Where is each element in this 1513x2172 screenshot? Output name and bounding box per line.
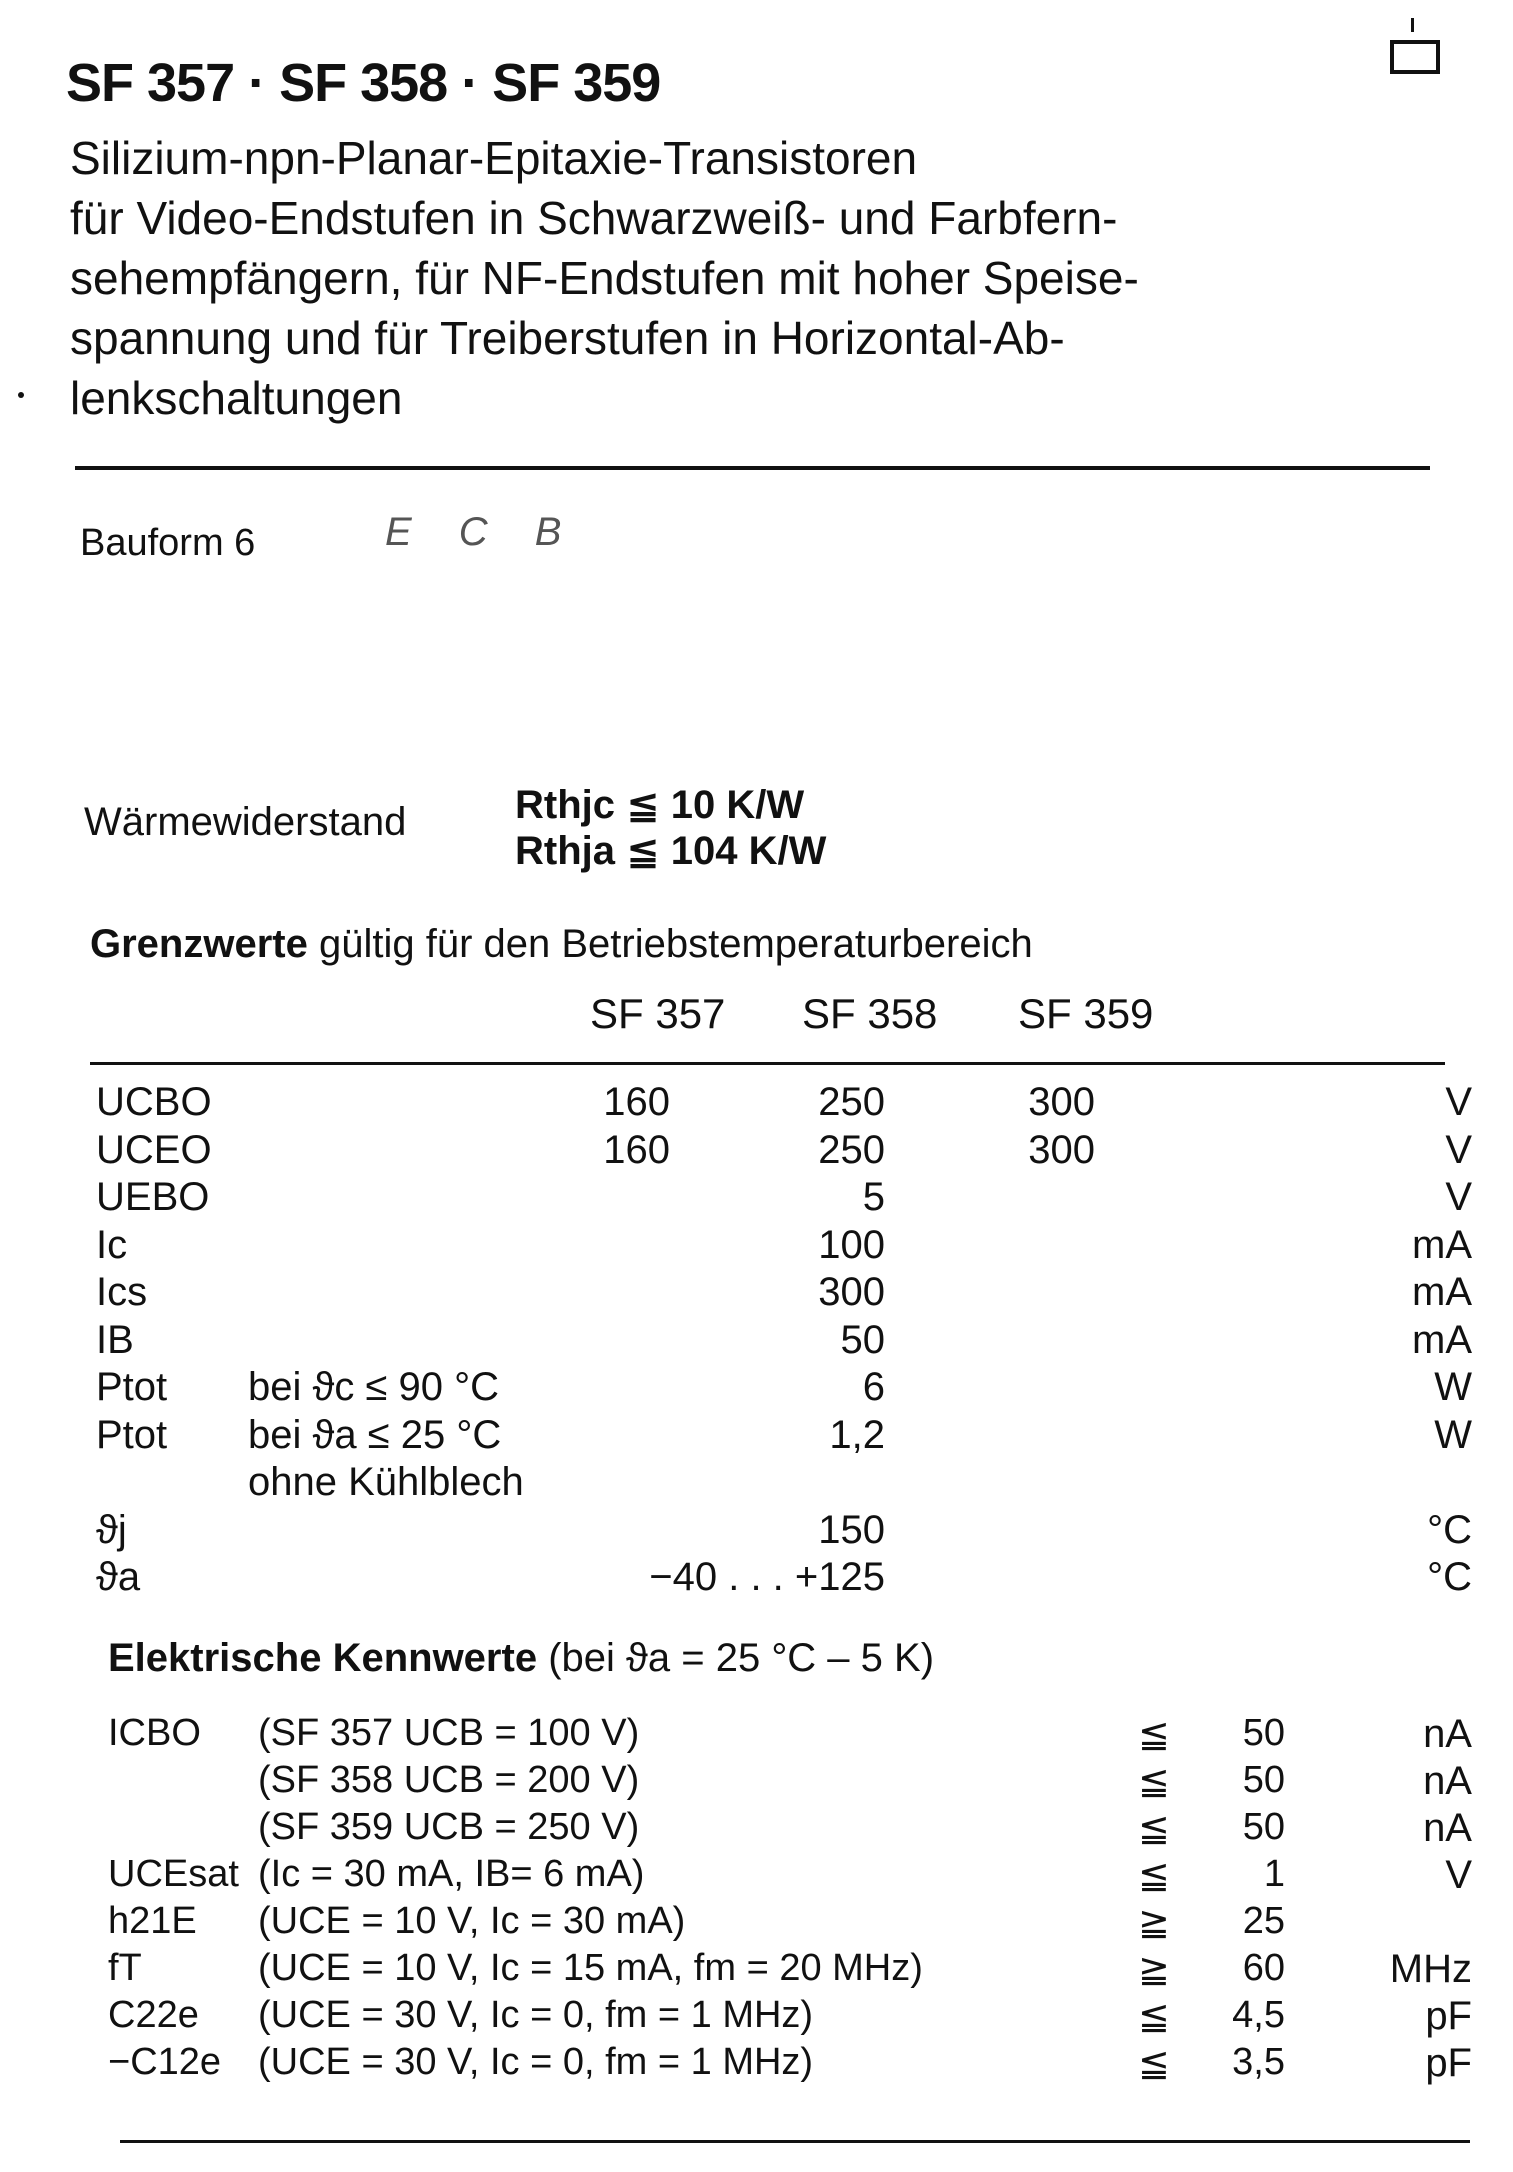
limit-value-sf358: 250	[818, 1127, 885, 1172]
thermal-rthjc: Rthjc ≦ 10 K/W	[515, 783, 805, 827]
limits-heading	[90, 922, 1033, 967]
limit-symbol: UCEO	[96, 1127, 212, 1172]
column-header-sf359: SF 359	[1018, 990, 1154, 1037]
characteristic-value: 3,5	[1232, 2041, 1285, 2083]
limit-value-sf358: 100	[818, 1222, 885, 1267]
characteristic-condition: (UCE = 10 V, Ic = 15 mA, fm = 20 MHz)	[258, 1947, 923, 1989]
limits-heading-rest: gültig für den Betriebstemperaturbereich	[318, 922, 1033, 966]
limit-condition: bei ϑc ≤ 90 °C	[248, 1365, 500, 1409]
limit-symbol: Ptot	[96, 1412, 168, 1457]
characteristic-relation: ≧	[1138, 1949, 1170, 1991]
limit-unit: mA	[1412, 1222, 1472, 1267]
characteristic-condition: (UCE = 30 V, Ic = 0, fm = 1 MHz)	[258, 2041, 814, 2083]
limit-symbol: Ptot	[96, 1365, 168, 1409]
limit-unit: V	[1445, 1080, 1472, 1124]
page-title: SF 357 · SF 358 · SF 359	[66, 53, 661, 113]
limits-heading-bold: Grenzwerte	[90, 922, 308, 966]
limit-unit: W	[1434, 1412, 1472, 1457]
package-label: Bauform 6	[80, 522, 256, 564]
limits-divider	[90, 1062, 1445, 1065]
limit-value-sf358: 5	[862, 1175, 885, 1219]
characteristic-relation: ≦	[1138, 1714, 1170, 1756]
characteristic-unit: V	[1445, 1853, 1472, 1897]
limit-unit: °C	[1427, 1507, 1472, 1552]
characteristic-value: 1	[1263, 1853, 1285, 1895]
column-header-sf357: SF 357	[590, 990, 726, 1037]
title-divider	[75, 466, 1430, 470]
limit-value-sf358: 150	[818, 1507, 885, 1552]
limit-value-sf358: 300	[818, 1270, 885, 1314]
thermal-rthja: Rthja ≦ 104 K/W	[515, 829, 827, 873]
characteristic-symbol: C22e	[108, 1994, 199, 2036]
characteristics-heading-rest: (bei ϑa = 25 °C – 5 K)	[548, 1636, 935, 1680]
characteristic-condition: (SF 359 UCB = 250 V)	[258, 1806, 640, 1848]
limit-unit: mA	[1412, 1317, 1472, 1362]
limit-value-sf357: 160	[603, 1080, 670, 1124]
limit-unit: V	[1445, 1127, 1472, 1172]
limit-symbol: ϑa	[96, 1555, 141, 1599]
characteristics-heading	[108, 1636, 934, 1681]
limit-condition: bei ϑa ≤ 25 °C	[248, 1412, 502, 1457]
limit-symbol: IB	[96, 1317, 134, 1362]
limit-symbol: UCBO	[96, 1080, 212, 1124]
thermal-resistance-label: Wärmewiderstand	[84, 800, 407, 844]
characteristic-value: 4,5	[1232, 1994, 1285, 2036]
characteristics-heading-bold: Elektrische Kennwerte	[108, 1636, 538, 1680]
characteristic-unit: nA	[1423, 1806, 1472, 1850]
characteristic-condition: (UCE = 10 V, Ic = 30 mA)	[258, 1900, 686, 1942]
limit-value-sf357: 160	[603, 1127, 670, 1172]
limit-value-sf358: 50	[840, 1317, 885, 1362]
description-line-4: spannung und für Treiberstufen in Horizontal-Ab-	[70, 312, 1065, 364]
pin-note: E C B	[385, 510, 580, 554]
characteristic-condition: (SF 357 UCB = 100 V)	[258, 1712, 640, 1754]
limit-value-sf359: 300	[1028, 1127, 1095, 1172]
limit-value-sf358: 1,2	[829, 1412, 885, 1457]
characteristic-relation: ≦	[1138, 1761, 1170, 1803]
description-line-5: lenkschaltungen	[70, 372, 403, 424]
description-line-2: für Video-Endstufen in Schwarzweiß- und Farbfern-	[70, 192, 1118, 244]
corner-tick	[1411, 18, 1414, 32]
characteristic-relation: ≧	[1138, 1902, 1170, 1944]
corner-box-icon	[1390, 40, 1440, 74]
characteristic-relation: ≦	[1138, 1855, 1170, 1897]
characteristic-unit: pF	[1425, 2041, 1472, 2085]
limit-unit: mA	[1412, 1270, 1472, 1314]
characteristic-symbol: −C12e	[108, 2041, 222, 2083]
limit-value-sf358: 6	[862, 1365, 885, 1409]
limit-symbol: UEBO	[96, 1175, 210, 1219]
limit-condition: ohne Kühlblech	[248, 1460, 524, 1504]
margin-dot	[18, 392, 24, 398]
characteristic-value: 50	[1242, 1806, 1285, 1848]
limit-value-sf359: 300	[1028, 1080, 1095, 1124]
characteristic-symbol: UCEsat	[108, 1853, 239, 1895]
bottom-divider	[120, 2140, 1470, 2143]
characteristic-relation: ≦	[1138, 1808, 1170, 1850]
characteristic-unit: pF	[1425, 1994, 1472, 2038]
characteristic-relation: ≦	[1138, 2043, 1170, 2085]
column-header-sf358: SF 358	[802, 990, 938, 1037]
limit-symbol: Ics	[96, 1270, 148, 1314]
characteristic-symbol: h21E	[108, 1900, 197, 1942]
characteristic-value: 50	[1242, 1712, 1285, 1754]
characteristic-condition: (SF 358 UCB = 200 V)	[258, 1759, 640, 1801]
characteristic-condition: (Ic = 30 mA, IB= 6 mA)	[258, 1853, 645, 1895]
characteristic-symbol: fT	[108, 1947, 142, 1989]
characteristic-unit: nA	[1423, 1759, 1472, 1803]
characteristic-symbol: ICBO	[108, 1712, 201, 1754]
characteristic-value: 25	[1242, 1900, 1285, 1942]
characteristic-value: 50	[1242, 1759, 1285, 1801]
limit-unit: W	[1434, 1365, 1472, 1409]
limit-symbol: Ic	[96, 1222, 128, 1267]
limit-symbol: ϑj	[96, 1507, 127, 1552]
limit-unit: V	[1445, 1175, 1472, 1219]
description-line-1: Silizium-npn-Planar-Epitaxie-Transistoren	[70, 132, 918, 184]
limit-value-sf358: 250	[818, 1080, 885, 1124]
limit-value-sf358: −40 . . . +125	[649, 1555, 885, 1599]
limit-unit: °C	[1427, 1555, 1472, 1599]
characteristic-unit: MHz	[1389, 1947, 1472, 1991]
description-line-3: sehempfängern, für NF-Endstufen mit hoher Speise-	[70, 252, 1139, 304]
characteristic-relation: ≦	[1138, 1996, 1170, 2038]
characteristic-unit: nA	[1423, 1712, 1472, 1756]
characteristic-value: 60	[1242, 1947, 1285, 1989]
characteristic-condition: (UCE = 30 V, Ic = 0, fm = 1 MHz)	[258, 1994, 814, 2036]
